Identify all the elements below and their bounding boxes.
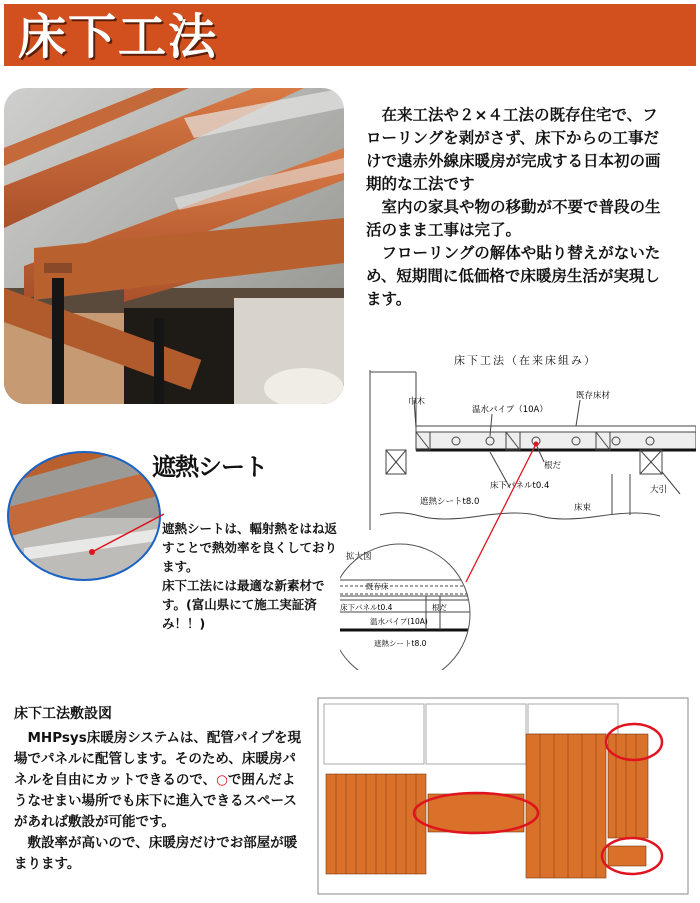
intro-paragraph-1: 在来工法や２×４工法の既存住宅で、フローリングを剥がさず、床下からの工事だけで遠赤外線床暖房が完成する日本初の画期的な工法です bbox=[366, 106, 661, 193]
installation-paragraph-1: MHPsys床暖房システムは、配管パイプを現場でパネルに配管します。そのため、床暖房パネルを自由にカットできるので、○で囲んだようなせまい場所でも床下に進入できるスペースがあれば敷設が可能です。 bbox=[14, 730, 302, 830]
label-heat-sheet: 遮熱シートt8.0 bbox=[420, 497, 480, 507]
underfloor-photo bbox=[4, 88, 344, 404]
intro-text bbox=[366, 104, 671, 311]
label-existing-floor-material: 既存床材 bbox=[576, 391, 611, 401]
section-diagram bbox=[340, 370, 696, 670]
page-title: 床下工法 bbox=[18, 9, 219, 65]
label-sill: 大引 bbox=[650, 485, 668, 495]
label-floor-panel: 床下パネルt0.4 bbox=[490, 481, 550, 491]
intro-paragraph-3: フローリングの解体や貼り替えがないため、短期間に低価格で床暖房生活が実現します。 bbox=[366, 244, 661, 308]
zoom-sheet: 遮熱シートt8.0 bbox=[374, 639, 427, 648]
heat-sheet-photo bbox=[4, 448, 164, 584]
label-floor-post: 床束 bbox=[574, 503, 592, 513]
heat-sheet-line-1: 遮熱シートは、輻射熱をはね返すことで熱効率を良くしております。 bbox=[162, 521, 338, 574]
label-hot-water-pipe: 温水パイプ（10A） bbox=[472, 405, 548, 415]
zoom-existing-floor: 既存床 bbox=[366, 582, 389, 591]
heat-sheet-title: 遮熱シート bbox=[152, 453, 267, 481]
label-joist: 根だ bbox=[544, 461, 562, 471]
section-diagram-title: 床下工法（在来床組み） bbox=[454, 354, 597, 367]
floor-plan bbox=[316, 690, 696, 900]
label-fudagi: 巾木 bbox=[408, 397, 426, 407]
zoom-joist: 根だ bbox=[432, 603, 447, 612]
intro-paragraph-2: 室内の家具や物の移動が不要で普段の生活のまま工事は完了。 bbox=[366, 198, 661, 239]
installation-paragraph-2: 敷設率が高いので、床暖房だけでお部屋が暖まります。 bbox=[14, 835, 298, 872]
zoom-title: 拡大図 bbox=[346, 552, 372, 562]
installation-title: 床下工法敷設図 bbox=[14, 706, 112, 722]
installation-body bbox=[14, 728, 304, 875]
zoom-floor-panel: 床下パネルt0.4 bbox=[340, 603, 393, 612]
heat-sheet-line-2: 床下工法には最適な新素材です。(富山県にて施工実証済み！！) bbox=[162, 578, 325, 631]
heat-sheet-description bbox=[162, 519, 342, 633]
zoom-pipe: 温水パイプ(10A) bbox=[370, 617, 428, 626]
highlight-circle-mark: ○ bbox=[216, 772, 228, 788]
title-bar bbox=[4, 4, 696, 66]
